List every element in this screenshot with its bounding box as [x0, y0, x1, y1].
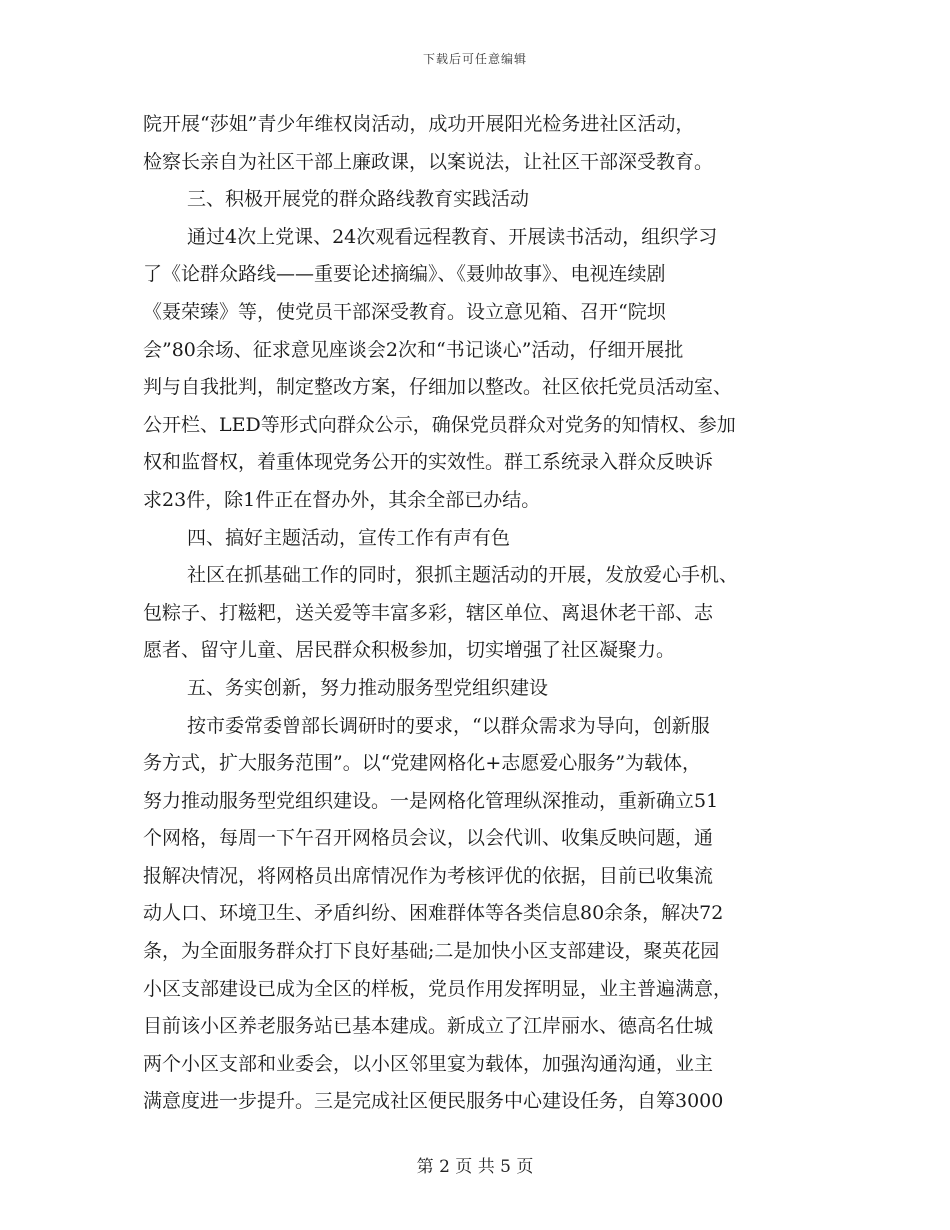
text-line: 判与自我批判，制定整改方案，仔细加以整改。社区依托党员活动室、	[143, 376, 733, 399]
text-line: 努力推动服务型党组织建设。一是网格化管理纵深推动，重新确立51	[143, 789, 719, 812]
text-line: 公开栏、LED等形式向群众公示，确保党员群众对党务的知情权、参加	[143, 413, 736, 436]
paragraph-start-line: 通过4次上党课、24次观看远程教育、开展读书活动，组织学习	[187, 225, 718, 248]
text-line: 院开展“莎姐”青少年维权岗活动，成功开展阳光检务进社区活动，	[143, 113, 695, 135]
paragraph-start-line: 按市委常委曾部长调研时的要求，“以群众需求为导向，创新服	[187, 714, 710, 737]
text-line: 动人口、环境卫生、矛盾纠纷、困难群体等各类信息80余条，解决72	[143, 902, 724, 925]
paragraph-start-line: 四、搞好主题活动，宣传工作有声有色	[187, 526, 511, 549]
page-header: 下载后可任意编辑	[422, 52, 527, 66]
text-line: 检察长亲自为社区干部上廉政课，以案说法，让社区干部深受教育。	[143, 150, 714, 173]
paragraph-start-line: 三、积极开展党的群众路线教育实践活动	[187, 188, 530, 211]
text-line: 愿者、留守儿童、居民群众积极参加，切实增强了社区凝聚力。	[143, 639, 676, 662]
paragraph-start-line: 社区在抓基础工作的同时，狠抓主题活动的开展，发放爱心手机、	[187, 564, 739, 587]
text-line: 条，为全面服务群众打下良好基础;二是加快小区支部建设，聚英花园	[143, 940, 720, 963]
text-line: 求23件，除1件正在督办外，其余全部已办结。	[143, 488, 541, 511]
document-body	[143, 106, 807, 1121]
text-line: 个网格，每周一下午召开网格员会议，以会代训、收集反映问题，通	[143, 827, 714, 850]
paragraph-start-line: 五、务实创新，努力推动服务型党组织建设	[187, 676, 549, 699]
text-line: 会”80余场、征求意见座谈会2次和“书记谈心”活动，仔细开展批	[143, 338, 684, 361]
text-line: 务方式，扩大服务范围”。以“党建网格化+志愿爱心服务”为载体，	[143, 752, 702, 775]
page-footer: 第 2 页 共 5 页	[416, 1157, 534, 1177]
text-line: 包粽子、打糍粑，送关爱等丰富多彩，辖区单位、离退休老干部、志	[143, 601, 714, 624]
text-line: 两个小区支部和业委会，以小区邻里宴为载体，加强沟通沟通，业主	[143, 1052, 714, 1075]
text-line: 《聂荣臻》等，使党员干部深受教育。设立意见箱、召开“院坝	[143, 300, 666, 323]
text-line: 目前该小区养老服务站已基本建成。新成立了江岸丽水、德高名仕城	[143, 1015, 714, 1038]
text-line: 权和监督权，着重体现党务公开的实效性。群工系统录入群众反映诉	[143, 451, 714, 474]
text-line: 小区支部建设已成为全区的样板，党员作用发挥明显，业主普遍满意，	[143, 977, 733, 1000]
text-line: 报解决情况，将网格员出席情况作为考核评优的依据，目前已收集流	[143, 864, 714, 887]
text-line: 了《论群众路线——重要论述摘编》、《聂帅故事》、电视连续剧	[143, 263, 666, 286]
text-line: 满意度进一步提升。三是完成社区便民服务中心建设任务，自筹3000	[143, 1090, 724, 1113]
